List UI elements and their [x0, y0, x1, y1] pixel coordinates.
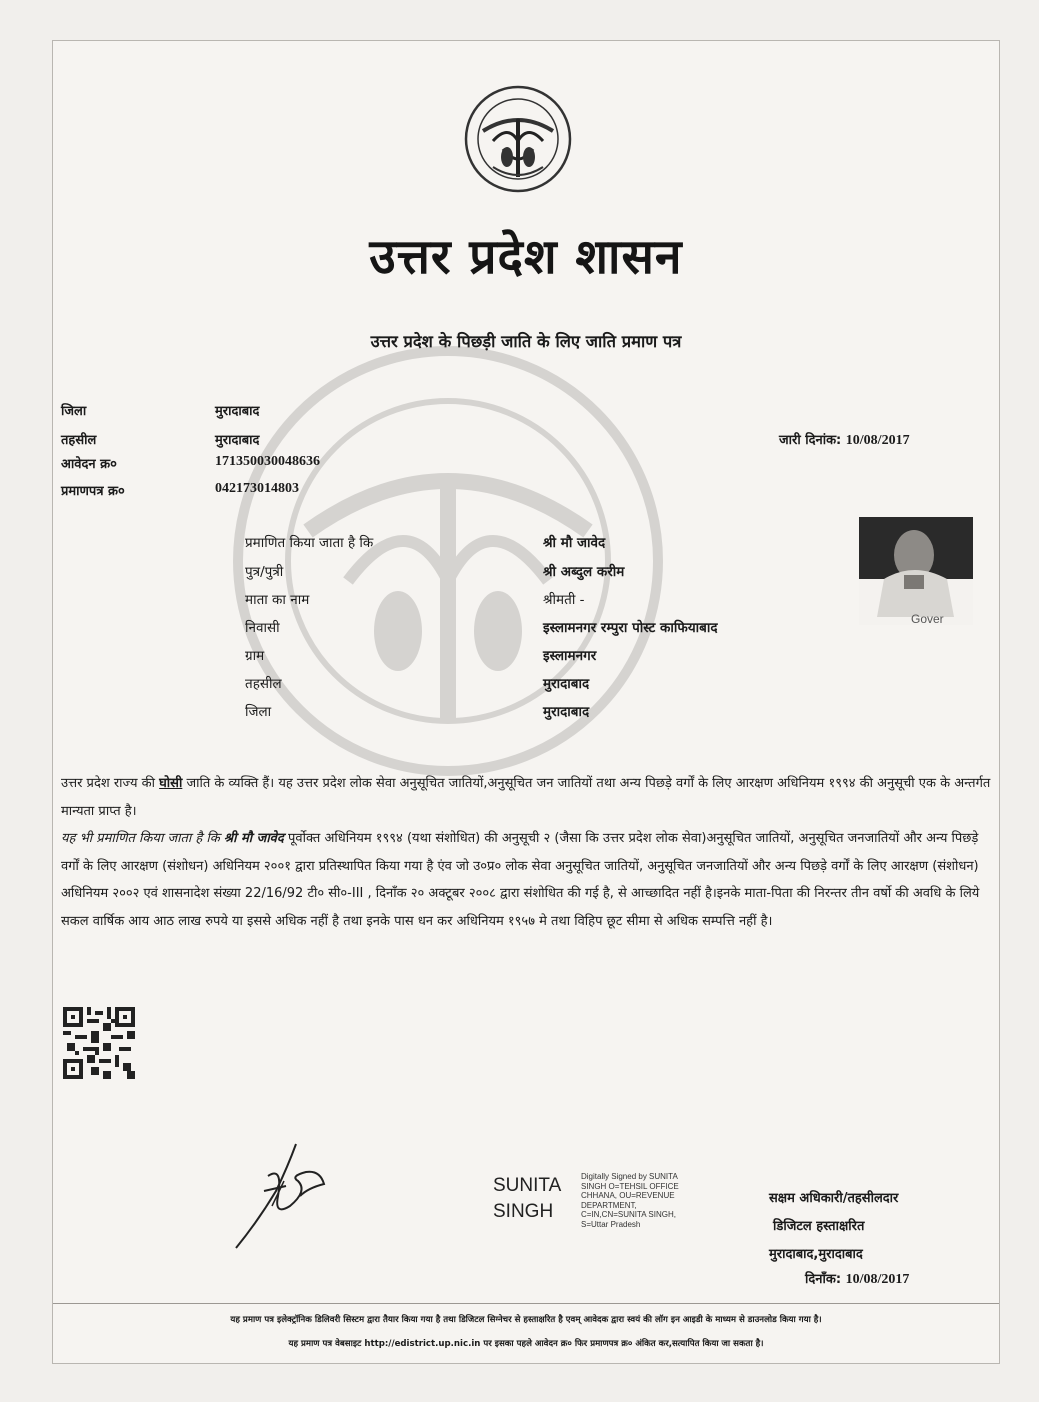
- authority-designation: सक्षम अधिकारी/तहसीलदार: [769, 1191, 899, 1206]
- body-p1-start: उत्तर प्रदेश राज्य की: [61, 776, 155, 791]
- certificate-number-value: 042173014803: [215, 481, 299, 496]
- child-of-value: श्री अब्दुल करीम: [543, 564, 625, 580]
- applicant-photo: [859, 517, 973, 625]
- dsig-line: DEPARTMENT,: [581, 1200, 637, 1210]
- certificate-page: [52, 40, 1000, 1364]
- mother-label: माता का नाम: [245, 592, 310, 608]
- dsig-line: SINGH O=TEHSIL OFFICE: [581, 1181, 679, 1191]
- district-value: मुरादाबाद: [215, 404, 260, 419]
- detail-district-label: जिला: [245, 704, 272, 720]
- detail-tehsil-value: मुरादाबाद: [543, 676, 590, 692]
- footer-verification-note: यह प्रमाण पत्र वेबसाइट http://edistrict.up.nic.in पर इसका पहले आवेदन क्र० फिर प्रमाणपत्र क्र० अंकित कर,सत्यापित किया जा सकता है।: [288, 1339, 764, 1349]
- signer-name-line2: SINGH: [493, 1201, 554, 1222]
- authority-date-value: 10/08/2017: [845, 1272, 910, 1287]
- certificate-number-label: प्रमाणपत्र क्र०: [61, 484, 125, 499]
- tehsil-label: तहसील: [61, 433, 97, 448]
- tehsil-value: मुरादाबाद: [215, 433, 260, 448]
- dsig-line: Digitally Signed by SUNITA: [581, 1172, 678, 1181]
- authority-digitally-signed: डिजिटल हस्ताक्षरित: [773, 1219, 865, 1234]
- resident-value: इस्लामनगर रम्पुरा पोस्ट काफियाबाद: [543, 620, 718, 636]
- body-p2-name: श्री मौ जावेद: [223, 831, 284, 846]
- application-number-value: 171350030048636: [215, 454, 320, 469]
- certificate-subtitle: उत्तर प्रदेश के पिछड़ी जाति के लिए जाति प्रमाण पत्र: [370, 332, 682, 351]
- child-of-label: पुत्र/पुत्री: [245, 564, 284, 580]
- body-p1-rest: जाति के व्यक्ति हैं। यह उत्तर प्रदेश लोक सेवा अनुसूचित जातियों,अनुसूचित जन जातियों तथा अन्य पिछड़े वर्गों के लिए आरक्षण अधिनियम १९९४ की अनुसूची एक के अन्तर्गत मान्यता प्राप्त है।: [61, 776, 991, 819]
- caste-name: घोसी: [159, 776, 183, 791]
- authority-date: [805, 1269, 909, 1288]
- authority-location: मुरादाबाद,मुरादाबाद: [769, 1247, 863, 1262]
- dsig-line: C=IN,CN=SUNITA SINGH,: [581, 1210, 676, 1220]
- certify-value: श्री मौ जावेद: [543, 535, 606, 551]
- body-p2-start: यह भी प्रमाणित किया जाता है कि: [61, 831, 220, 846]
- issue-date: [779, 430, 910, 449]
- district-label: जिला: [61, 404, 87, 419]
- detail-tehsil-label: तहसील: [245, 676, 282, 692]
- issue-date-label: जारी दिनांक:: [779, 433, 842, 448]
- certify-label: प्रमाणित किया जाता है कि: [245, 535, 374, 551]
- digital-signature-details: [581, 1172, 711, 1230]
- issue-date-value: 10/08/2017: [845, 433, 910, 448]
- issuing-authority: [769, 1185, 898, 1269]
- certificate-body: [61, 770, 991, 935]
- village-value: इस्लामनगर: [543, 648, 597, 664]
- village-label: ग्राम: [245, 648, 265, 664]
- detail-district-value: मुरादाबाद: [543, 704, 590, 720]
- qr-code-icon: [63, 1007, 135, 1079]
- application-number-label: आवेदन क्र०: [61, 457, 117, 472]
- handwritten-signature-icon: [228, 1136, 338, 1251]
- footer-note: यह प्रमाण पत्र इलेक्ट्रॉनिक डिलिवरी सिस्टम द्वारा तैयार किया गया है तथा डिजिटल सिग्नेचर से हस्ताक्षरित है एवम् आवेदक द्वारा स्वयं की लॉग इन आइडी के माध्यम से डाउनलोड किया गया है।: [230, 1315, 822, 1325]
- body-p2-rest: पूर्वोक्त अधिनियम १९९४ (यथा संशोधित) की अनुसूची २ (जैसा कि उत्तर प्रदेश लोक सेवा)अनुसूचित जातियों, अनुसूचित जनजातियों और अन्य पिछड़े वर्गों के लिए आरक्षण (संशोधन) अधिनियम २००१ द्वारा प्रतिस्थापित किया गया है एंव जो उ०प्र० लोक सेवा अनुसूचित जातियों, अनुसूचित जनजातियों और अन्य पिछड़े वर्गों के लिए आरक्षण (संशोधन) अधिनियम २००२ एवं शासनादेश संख्या 22/16/92 टी० सी०-III , दिनाँक २० अक्टूबर २००८ द्वारा संशोधित की गई है, से आच्छादित नहीं है।इनके माता-पिता की निरन्तर तीन वर्षो की अवधि के लिये सकल वार्षिक आय आठ लाख रुपये या इससे अधिक नहीं है तथा इनके पास धन कर अधिनियम १९५७ मे तथा विहिप छूट सीमा से अधिक सम्पत्ति नहीं है।: [61, 831, 980, 929]
- dsig-line: S=Uttar Pradesh: [581, 1219, 641, 1229]
- page-title: उत्तर प्रदेश शासन: [369, 229, 683, 285]
- photo-caption: Gover: [911, 612, 944, 626]
- signer-name: [493, 1173, 561, 1225]
- up-government-seal-icon: [463, 79, 573, 199]
- signer-name-line1: SUNITA: [493, 1175, 562, 1196]
- dsig-line: CHHANA, OU=REVENUE: [581, 1191, 675, 1201]
- resident-label: निवासी: [245, 620, 280, 636]
- authority-date-label: दिनाँक:: [805, 1272, 842, 1287]
- mother-value: श्रीमती -: [543, 592, 585, 608]
- footer-divider: [53, 1303, 999, 1304]
- seal-watermark-icon: [228, 341, 668, 781]
